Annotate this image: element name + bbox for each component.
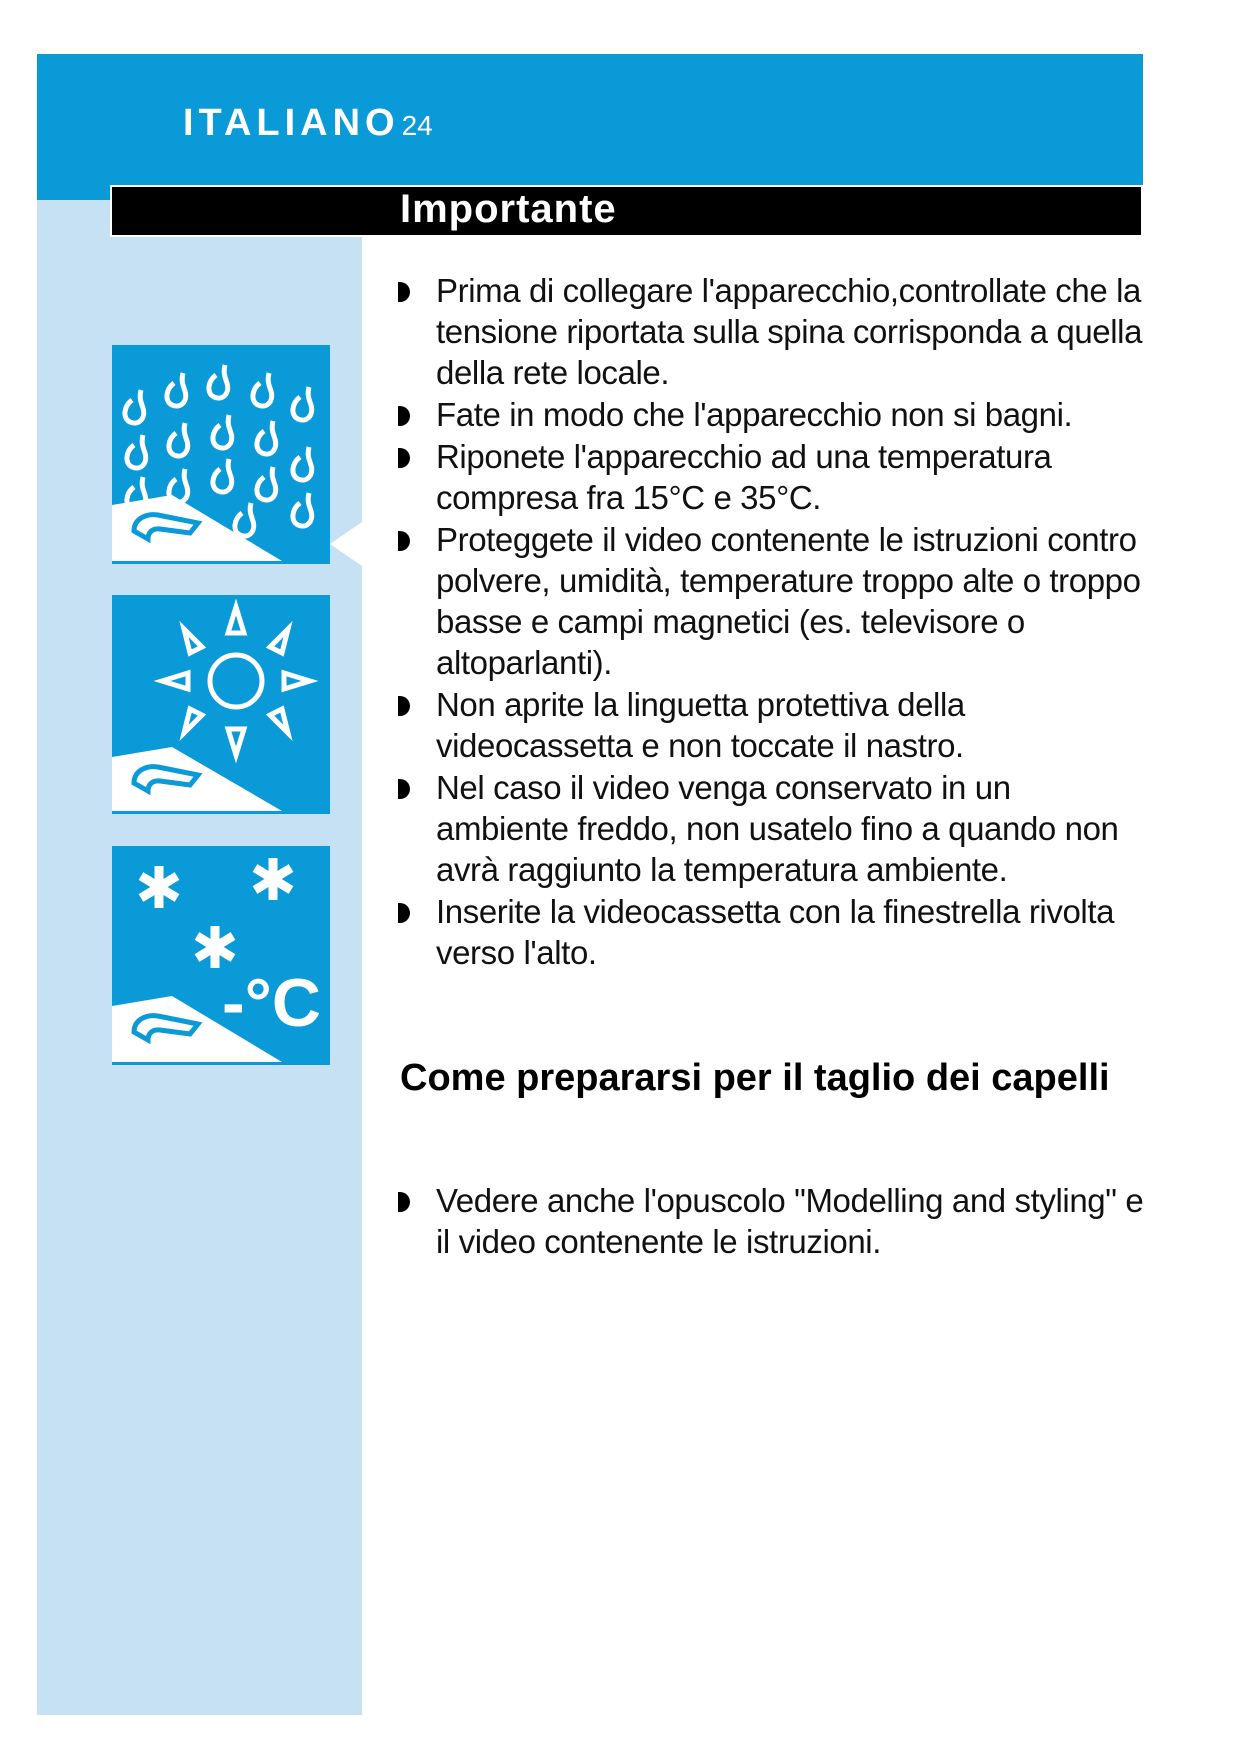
page-header (183, 101, 433, 148)
list-item: Vedere anche l'opuscolo "Modelling and styling" e il video contenente le istruzioni. (398, 1180, 1148, 1262)
bullet-icon (398, 406, 410, 426)
list-item: Prima di collegare l'apparecchio,controllate che la tensione riportata sulla spina corrisponda a quella della rete locale. (398, 270, 1148, 393)
section-title-bar (110, 185, 1143, 237)
bullet-icon (398, 531, 410, 551)
list-item: Inserite la videocassetta con la finestrella rivolta verso l'alto. (398, 891, 1148, 973)
importante-list (398, 270, 1148, 974)
list-item: Fate in modo che l'apparecchio non si bagni. (398, 394, 1148, 435)
preparation-list (398, 1180, 1148, 1263)
list-item: Proteggete il video contenente le istruzioni contro polvere, umidità, temperature troppo alte o troppo basse e campi magnetici (es. televisore o altoparlanti). (398, 519, 1148, 683)
bullet-icon (398, 696, 410, 716)
bullet-icon (398, 448, 410, 468)
list-item: Non aprite la linguetta protettiva della videocassetta e non toccate il nastro. (398, 684, 1148, 766)
snowflake-icon (112, 846, 330, 1065)
bullet-icon (398, 282, 410, 302)
section-title-importante: Importante (400, 187, 617, 231)
sun-icon (112, 595, 330, 814)
bullet-icon (398, 1192, 410, 1212)
page-number: 24 (401, 110, 433, 141)
language-label: ITALIANO (183, 102, 400, 144)
icon-pointer (330, 522, 362, 566)
list-item: Nel caso il video venga conservato in un ambiente freddo, non usatelo fino a quando non avrà raggiunto la temperatura ambiente. (398, 767, 1148, 890)
section-title-preparation: Come prepararsi per il taglio dei capelli (400, 1057, 1110, 1099)
cold-temperature-label: -°C (222, 965, 321, 1041)
list-item: Riponete l'apparecchio ad una temperatura compresa fra 15°C e 35°C. (398, 436, 1148, 518)
rain-drops-icon (112, 345, 330, 564)
bullet-icon (398, 779, 410, 799)
bullet-icon (398, 903, 410, 923)
